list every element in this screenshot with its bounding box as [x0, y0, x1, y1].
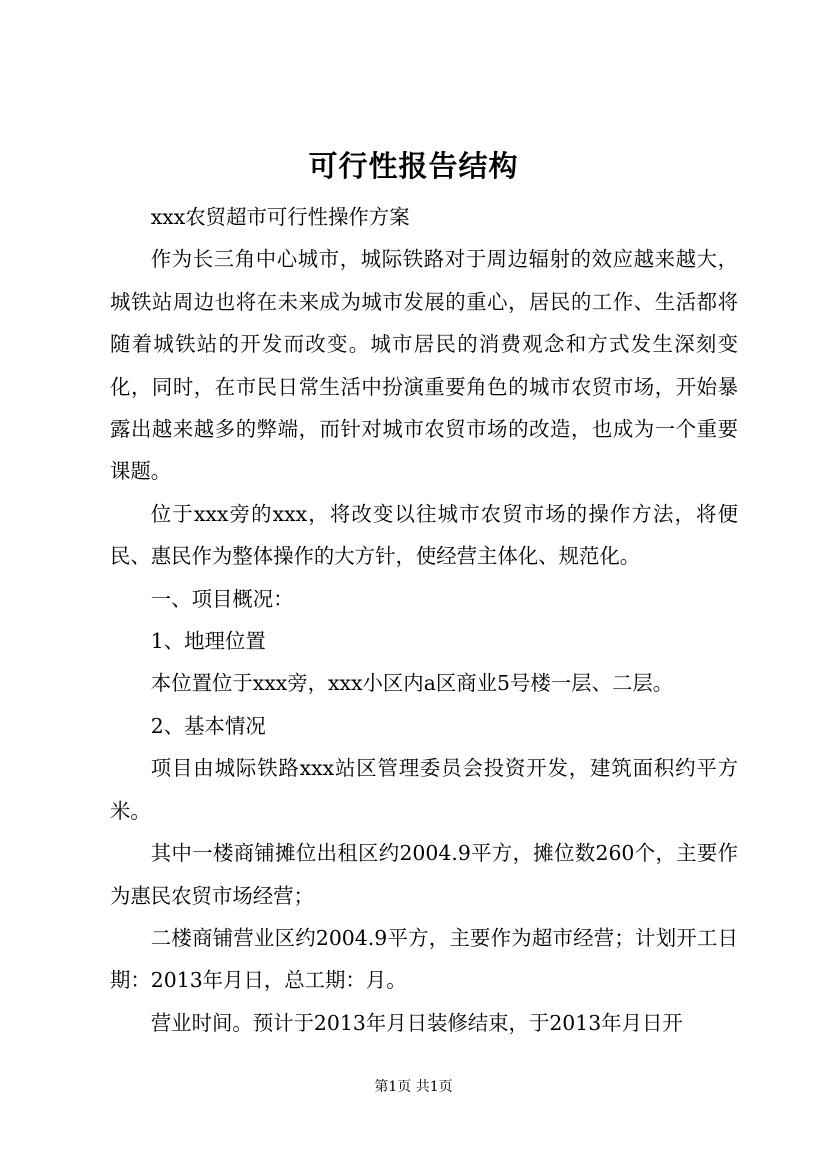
paragraph-intro: 作为长三角中心城市，城际铁路对于周边辐射的效应越来越大，城铁站周边也将在未来成为城市发展的重心，居民的工作、生活都将随着城铁站的开发而改变。城市居民的消费观念和方式发生深刻变化，同时，在市民日常生活中扮演重要角色的城市农贸市场，开始暴露出越来越多的弊端，而针对城市农贸市场的改造，也成为一个重要课题。 — [110, 247, 738, 484]
section-heading-overview: 一、项目概况： — [150, 586, 294, 611]
paragraph-first-floor: 其中一楼商铺摊位出租区约2004.9平方，摊位数260个，主要作为惠民农贸市场经营； — [110, 841, 738, 908]
document-body — [110, 196, 738, 1044]
page-footer: 第1页 共1页 — [374, 1079, 453, 1095]
paragraph-subtitle: xxx农贸超市可行性操作方案 — [150, 205, 410, 229]
subheading-basic-info: 2、基本情况 — [150, 713, 266, 738]
paragraph-location-plan: 位于xxx旁的xxx，将改变以往城市农贸市场的操作方法，将便民、惠民作为整体操作的大方针，使经营主体化、规范化。 — [110, 501, 738, 569]
paragraph-business-hours: 营业时间。预计于2013年月日装修结束，于2013年月日开 — [150, 1010, 683, 1035]
subheading-location: 1、地理位置 — [150, 629, 266, 654]
paragraph-developer: 项目由城际铁路xxx站区管理委员会投资开发，建筑面积约平方米。 — [110, 756, 738, 823]
paragraph-second-floor: 二楼商铺营业区约2004.9平方，主要作为超市经营；计划开工日期：2013年月日，总工期：月。 — [110, 925, 738, 993]
paragraph-location: 本位置位于xxx旁，xxx小区内a区商业5号楼一层、二层。 — [150, 671, 674, 696]
page-title: 可行性报告结构 — [308, 149, 519, 183]
